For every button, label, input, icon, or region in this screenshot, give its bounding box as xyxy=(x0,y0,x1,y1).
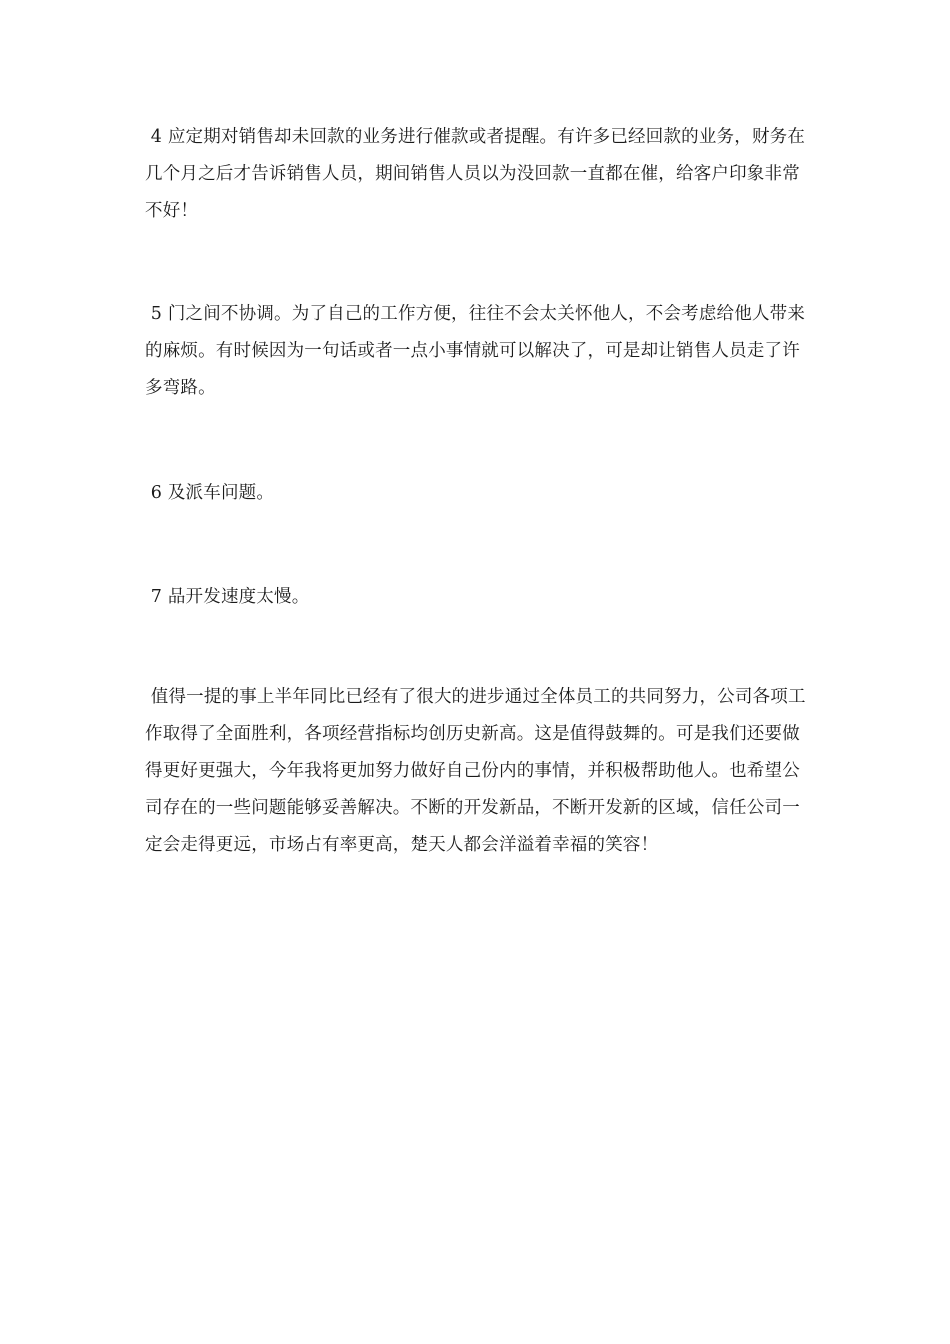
paragraph-item-7: 7 品开发速度太慢。 xyxy=(145,587,310,607)
paragraph-summary: 值得一提的事上半年同比已经有了很大的进步通过全体员工的共同努力，公司各项工作取得了全面胜利，各项经营指标均创历史新高。这是值得鼓舞的。可是我们还要做得更好更强大，今年我将更加努力做好自己份内的事情，并积极帮助他人。也希望公司存在的一些问题能够妥善解决。不断的开发新品，不断开发新的区域，信任公司一定会走得更远，市场占有率更高，楚天人都会洋溢着幸福的笑容！ xyxy=(145,687,806,855)
paragraph-item-5: 5 门之间不协调。为了自己的工作方便，往往不会太关怀他人，不会考虑给他人带来的麻烦。有时候因为一句话或者一点小事情就可以解决了，可是却让销售人员走了许多弯路。 xyxy=(145,304,806,398)
paragraph-item-6: 6 及派车问题。 xyxy=(145,483,275,503)
paragraph-item-4: 4 应定期对销售却未回款的业务进行催款或者提醒。有许多已经回款的业务，财务在几个月之后才告诉销售人员，期间销售人员以为没回款一直都在催，给客户印象非常不好！ xyxy=(145,127,806,221)
